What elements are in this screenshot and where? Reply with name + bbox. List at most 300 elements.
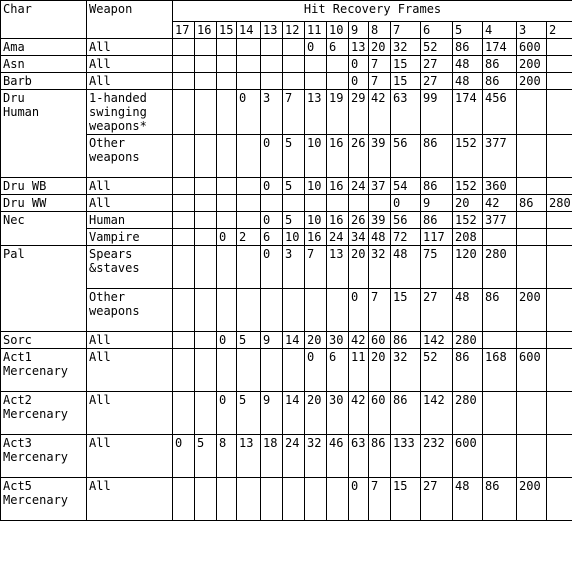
weapon-cell: All [87, 435, 173, 478]
frame-value-cell: 377 [483, 212, 517, 229]
hit-recovery-frames-header: Hit Recovery Frames [173, 1, 572, 22]
frame-value-cell: 142 [421, 332, 453, 349]
frame-value-cell: 5 [283, 135, 305, 178]
frame-value-cell [173, 392, 195, 435]
table-row [1, 349, 572, 392]
frame-value-cell [261, 289, 283, 332]
frame-value-cell: 48 [453, 478, 483, 521]
char-cell: Act1 Mercenary [1, 349, 87, 392]
frame-value-cell: 7 [369, 73, 391, 90]
frame-value-cell: 0 [173, 435, 195, 478]
frame-value-cell [547, 229, 572, 246]
frame-value-cell: 86 [453, 349, 483, 392]
frame-value-cell [305, 289, 327, 332]
weapon-cell: Spears &staves [87, 246, 173, 289]
frame-value-cell [547, 349, 572, 392]
frame-value-cell: 0 [349, 56, 369, 73]
frame-value-cell: 86 [421, 135, 453, 178]
frame-value-cell: 280 [547, 195, 572, 212]
frame-value-cell [261, 73, 283, 90]
frame-header-14: 14 [237, 22, 261, 39]
frame-value-cell: 24 [327, 229, 349, 246]
frame-value-cell: 13 [305, 90, 327, 135]
frame-value-cell: 152 [453, 212, 483, 229]
frame-value-cell [237, 56, 261, 73]
frame-value-cell [283, 478, 305, 521]
frame-value-cell: 42 [349, 392, 369, 435]
frame-value-cell: 14 [283, 392, 305, 435]
frame-value-cell [173, 178, 195, 195]
frame-value-cell: 0 [349, 73, 369, 90]
char-header: Char [1, 1, 87, 39]
frame-value-cell: 24 [283, 435, 305, 478]
frame-value-cell: 5 [283, 212, 305, 229]
frame-value-cell: 0 [349, 478, 369, 521]
frame-value-cell [173, 246, 195, 289]
table-row [1, 246, 572, 289]
weapon-cell: All [87, 73, 173, 90]
frame-value-cell: 280 [453, 392, 483, 435]
weapon-cell: Vampire [87, 229, 173, 246]
frame-value-cell: 48 [453, 56, 483, 73]
frame-value-cell [173, 73, 195, 90]
frame-value-cell [237, 73, 261, 90]
frame-value-cell [173, 212, 195, 229]
frame-value-cell [173, 332, 195, 349]
frame-value-cell: 86 [517, 195, 547, 212]
frame-value-cell [547, 56, 572, 73]
char-cell: Dru Human [1, 90, 87, 178]
frame-value-cell: 32 [369, 246, 391, 289]
frame-value-cell: 26 [349, 135, 369, 178]
char-cell: Nec [1, 212, 87, 246]
frame-value-cell [349, 195, 369, 212]
frame-value-cell [547, 435, 572, 478]
frame-value-cell: 0 [305, 349, 327, 392]
char-cell: Dru WB [1, 178, 87, 195]
frame-value-cell [305, 73, 327, 90]
frame-value-cell [195, 39, 217, 56]
frame-value-cell [217, 349, 237, 392]
frame-value-cell: 5 [237, 392, 261, 435]
frame-value-cell: 142 [421, 392, 453, 435]
weapon-cell: All [87, 392, 173, 435]
frame-value-cell: 280 [483, 246, 517, 289]
frame-value-cell: 200 [517, 289, 547, 332]
frame-value-cell [237, 135, 261, 178]
frame-value-cell: 456 [483, 90, 517, 135]
frame-value-cell: 14 [283, 332, 305, 349]
frame-value-cell [369, 195, 391, 212]
frame-header-4: 4 [483, 22, 517, 39]
frame-value-cell: 6 [327, 39, 349, 56]
char-cell: Pal [1, 246, 87, 332]
frame-value-cell: 377 [483, 135, 517, 178]
frame-value-cell [517, 212, 547, 229]
weapon-cell: Other weapons [87, 135, 173, 178]
char-cell: Act3 Mercenary [1, 435, 87, 478]
frame-value-cell: 42 [369, 90, 391, 135]
frame-value-cell: 27 [421, 56, 453, 73]
table-row [1, 229, 572, 246]
frame-value-cell [517, 135, 547, 178]
frame-value-cell: 3 [283, 246, 305, 289]
frame-value-cell: 9 [261, 392, 283, 435]
frame-value-cell [195, 135, 217, 178]
frame-value-cell [547, 90, 572, 135]
weapon-cell: All [87, 478, 173, 521]
frame-value-cell [237, 39, 261, 56]
frame-value-cell: 13 [237, 435, 261, 478]
frame-value-cell: 29 [349, 90, 369, 135]
table-row [1, 73, 572, 90]
char-cell: Barb [1, 73, 87, 90]
frame-header-11: 11 [305, 22, 327, 39]
frame-value-cell [217, 39, 237, 56]
frame-value-cell: 360 [483, 178, 517, 195]
frame-value-cell [173, 135, 195, 178]
frame-value-cell: 86 [369, 435, 391, 478]
frame-value-cell: 32 [391, 39, 421, 56]
frame-value-cell: 15 [391, 478, 421, 521]
frame-value-cell [237, 349, 261, 392]
frame-value-cell: 27 [421, 73, 453, 90]
frame-value-cell: 7 [369, 56, 391, 73]
frame-value-cell: 0 [217, 229, 237, 246]
frame-value-cell [195, 349, 217, 392]
frame-value-cell: 6 [261, 229, 283, 246]
frame-header-10: 10 [327, 22, 349, 39]
weapon-cell: 1-handed swinging weapons* [87, 90, 173, 135]
frame-value-cell: 15 [391, 56, 421, 73]
frame-header-15: 15 [217, 22, 237, 39]
frame-value-cell [195, 73, 217, 90]
weapon-header: Weapon [87, 1, 173, 39]
weapon-cell: All [87, 332, 173, 349]
frame-value-cell [173, 478, 195, 521]
frame-value-cell: 152 [453, 178, 483, 195]
frame-value-cell: 7 [369, 289, 391, 332]
frame-value-cell [547, 246, 572, 289]
frame-value-cell: 2 [237, 229, 261, 246]
frame-value-cell [327, 195, 349, 212]
frame-value-cell [195, 212, 217, 229]
frame-value-cell: 60 [369, 332, 391, 349]
frame-value-cell: 10 [283, 229, 305, 246]
table-row [1, 478, 572, 521]
frame-value-cell [547, 135, 572, 178]
frame-value-cell [517, 178, 547, 195]
frame-value-cell: 32 [305, 435, 327, 478]
frame-value-cell [261, 56, 283, 73]
frame-value-cell [547, 289, 572, 332]
frame-value-cell [217, 135, 237, 178]
frame-value-cell [305, 56, 327, 73]
frame-value-cell [217, 246, 237, 289]
frame-value-cell: 0 [217, 332, 237, 349]
char-cell: Dru WW [1, 195, 87, 212]
frame-value-cell [173, 56, 195, 73]
frame-value-cell: 5 [283, 178, 305, 195]
weapon-cell: All [87, 178, 173, 195]
table-row [1, 289, 572, 332]
frame-value-cell [483, 435, 517, 478]
frame-value-cell: 10 [305, 178, 327, 195]
char-cell: Act2 Mercenary [1, 392, 87, 435]
frame-value-cell: 0 [261, 212, 283, 229]
frame-value-cell: 52 [421, 349, 453, 392]
frame-value-cell: 86 [483, 56, 517, 73]
frame-value-cell: 60 [369, 392, 391, 435]
frame-header-9: 9 [349, 22, 369, 39]
weapon-cell: All [87, 56, 173, 73]
frame-value-cell: 208 [453, 229, 483, 246]
frame-value-cell: 48 [453, 73, 483, 90]
frame-value-cell [217, 212, 237, 229]
frame-value-cell [327, 73, 349, 90]
frame-value-cell: 200 [517, 73, 547, 90]
table-row [1, 332, 572, 349]
frame-value-cell: 39 [369, 212, 391, 229]
frame-value-cell [305, 478, 327, 521]
frame-value-cell: 20 [349, 246, 369, 289]
frame-value-cell: 30 [327, 392, 349, 435]
table-row [1, 435, 572, 478]
frame-value-cell: 20 [305, 332, 327, 349]
frame-value-cell: 0 [217, 392, 237, 435]
frame-value-cell: 72 [391, 229, 421, 246]
frame-value-cell: 99 [421, 90, 453, 135]
frame-value-cell [517, 435, 547, 478]
frame-value-cell [217, 195, 237, 212]
frame-header-5: 5 [453, 22, 483, 39]
frame-value-cell [173, 349, 195, 392]
frame-value-cell [217, 73, 237, 90]
frame-value-cell [173, 195, 195, 212]
frame-header-17: 17 [173, 22, 195, 39]
frame-value-cell: 39 [369, 135, 391, 178]
frame-value-cell: 86 [421, 212, 453, 229]
frame-value-cell: 174 [483, 39, 517, 56]
frame-value-cell: 15 [391, 73, 421, 90]
frame-value-cell: 16 [327, 178, 349, 195]
frame-value-cell: 46 [327, 435, 349, 478]
frame-value-cell: 20 [369, 39, 391, 56]
frame-value-cell: 86 [453, 39, 483, 56]
frame-header-13: 13 [261, 22, 283, 39]
frame-value-cell: 48 [391, 246, 421, 289]
header-row [1, 1, 572, 22]
frame-value-cell: 26 [349, 212, 369, 229]
frame-value-cell [261, 39, 283, 56]
table-body [1, 39, 572, 521]
frame-header-16: 16 [195, 22, 217, 39]
table-row [1, 39, 572, 56]
frame-value-cell [195, 289, 217, 332]
frame-value-cell [547, 332, 572, 349]
frame-header-2: 2 [547, 22, 572, 39]
frame-value-cell: 56 [391, 135, 421, 178]
frame-value-cell [483, 392, 517, 435]
frame-value-cell: 0 [261, 178, 283, 195]
frame-value-cell: 86 [421, 178, 453, 195]
frame-value-cell: 9 [261, 332, 283, 349]
table-row [1, 195, 572, 212]
frame-value-cell [547, 73, 572, 90]
frame-value-cell: 27 [421, 289, 453, 332]
frame-value-cell [283, 195, 305, 212]
frame-value-cell: 3 [261, 90, 283, 135]
frame-value-cell: 37 [369, 178, 391, 195]
frame-value-cell [327, 478, 349, 521]
char-cell: Asn [1, 56, 87, 73]
frame-value-cell: 280 [453, 332, 483, 349]
frame-value-cell: 52 [421, 39, 453, 56]
frame-value-cell: 152 [453, 135, 483, 178]
frame-value-cell: 18 [261, 435, 283, 478]
frame-value-cell [517, 246, 547, 289]
frame-value-cell [217, 289, 237, 332]
frame-value-cell [547, 212, 572, 229]
frame-value-cell: 16 [305, 229, 327, 246]
frame-value-cell: 0 [349, 289, 369, 332]
frame-value-cell: 117 [421, 229, 453, 246]
frame-value-cell [483, 332, 517, 349]
frame-value-cell: 7 [305, 246, 327, 289]
frame-value-cell: 5 [195, 435, 217, 478]
frame-value-cell [547, 392, 572, 435]
frame-value-cell: 0 [305, 39, 327, 56]
table-row [1, 56, 572, 73]
frame-value-cell [195, 332, 217, 349]
frame-header-7: 7 [391, 22, 421, 39]
frame-value-cell [195, 56, 217, 73]
frame-value-cell [483, 229, 517, 246]
frame-value-cell [195, 246, 217, 289]
frame-value-cell: 13 [349, 39, 369, 56]
frame-header-3: 3 [517, 22, 547, 39]
frame-value-cell: 86 [483, 73, 517, 90]
frame-value-cell [517, 332, 547, 349]
frame-value-cell: 120 [453, 246, 483, 289]
frame-value-cell [283, 289, 305, 332]
frame-value-cell: 174 [453, 90, 483, 135]
frame-value-cell [261, 478, 283, 521]
frame-value-cell [283, 56, 305, 73]
frame-value-cell: 16 [327, 212, 349, 229]
frame-value-cell [237, 178, 261, 195]
frame-value-cell: 16 [327, 135, 349, 178]
frame-value-cell: 5 [237, 332, 261, 349]
frame-value-cell: 13 [327, 246, 349, 289]
frame-value-cell: 20 [305, 392, 327, 435]
frame-value-cell [237, 195, 261, 212]
frame-value-cell [173, 229, 195, 246]
frame-value-cell: 19 [327, 90, 349, 135]
frame-value-cell [195, 229, 217, 246]
frame-value-cell [517, 90, 547, 135]
frame-value-cell: 0 [391, 195, 421, 212]
weapon-cell: All [87, 349, 173, 392]
weapon-cell: Other weapons [87, 289, 173, 332]
frame-value-cell: 10 [305, 135, 327, 178]
table-row [1, 90, 572, 135]
frame-value-cell: 75 [421, 246, 453, 289]
frame-value-cell [517, 392, 547, 435]
table-row [1, 212, 572, 229]
frame-value-cell: 232 [421, 435, 453, 478]
frame-value-cell: 42 [483, 195, 517, 212]
frame-value-cell: 15 [391, 289, 421, 332]
frame-value-cell: 600 [453, 435, 483, 478]
frame-value-cell: 200 [517, 56, 547, 73]
frame-value-cell [547, 478, 572, 521]
frame-value-cell: 34 [349, 229, 369, 246]
weapon-cell: Human [87, 212, 173, 229]
frame-value-cell [217, 90, 237, 135]
frame-value-cell [195, 392, 217, 435]
frame-value-cell: 11 [349, 349, 369, 392]
table-row [1, 135, 572, 178]
frame-value-cell [283, 73, 305, 90]
char-cell: Ama [1, 39, 87, 56]
frame-value-cell: 20 [369, 349, 391, 392]
frame-value-cell [217, 478, 237, 521]
frame-value-cell [173, 289, 195, 332]
frame-value-cell [237, 212, 261, 229]
frame-value-cell: 27 [421, 478, 453, 521]
frame-value-cell: 56 [391, 212, 421, 229]
frame-value-cell [195, 178, 217, 195]
frame-value-cell [195, 195, 217, 212]
char-cell: Sorc [1, 332, 87, 349]
frame-value-cell [305, 195, 327, 212]
frame-value-cell [173, 39, 195, 56]
frame-header-12: 12 [283, 22, 305, 39]
frame-value-cell: 32 [391, 349, 421, 392]
frame-value-cell [237, 289, 261, 332]
char-cell: Act5 Mercenary [1, 478, 87, 521]
frame-value-cell [173, 90, 195, 135]
table-row [1, 392, 572, 435]
frame-value-cell [217, 56, 237, 73]
frame-value-cell [283, 39, 305, 56]
frame-value-cell: 30 [327, 332, 349, 349]
frame-value-cell: 48 [453, 289, 483, 332]
frame-value-cell: 600 [517, 39, 547, 56]
frame-value-cell [237, 478, 261, 521]
frame-value-cell [195, 478, 217, 521]
frame-value-cell: 20 [453, 195, 483, 212]
frame-value-cell: 0 [237, 90, 261, 135]
frame-value-cell: 168 [483, 349, 517, 392]
frame-header-6: 6 [421, 22, 453, 39]
frame-value-cell: 7 [369, 478, 391, 521]
frame-value-cell [327, 289, 349, 332]
frame-value-cell: 133 [391, 435, 421, 478]
frame-value-cell: 42 [349, 332, 369, 349]
frame-value-cell [261, 349, 283, 392]
frame-value-cell: 63 [349, 435, 369, 478]
frame-value-cell: 7 [283, 90, 305, 135]
frame-header-8: 8 [369, 22, 391, 39]
frame-value-cell [327, 56, 349, 73]
frame-value-cell: 63 [391, 90, 421, 135]
frame-value-cell: 54 [391, 178, 421, 195]
frame-value-cell [237, 246, 261, 289]
table-row [1, 178, 572, 195]
weapon-cell: All [87, 39, 173, 56]
